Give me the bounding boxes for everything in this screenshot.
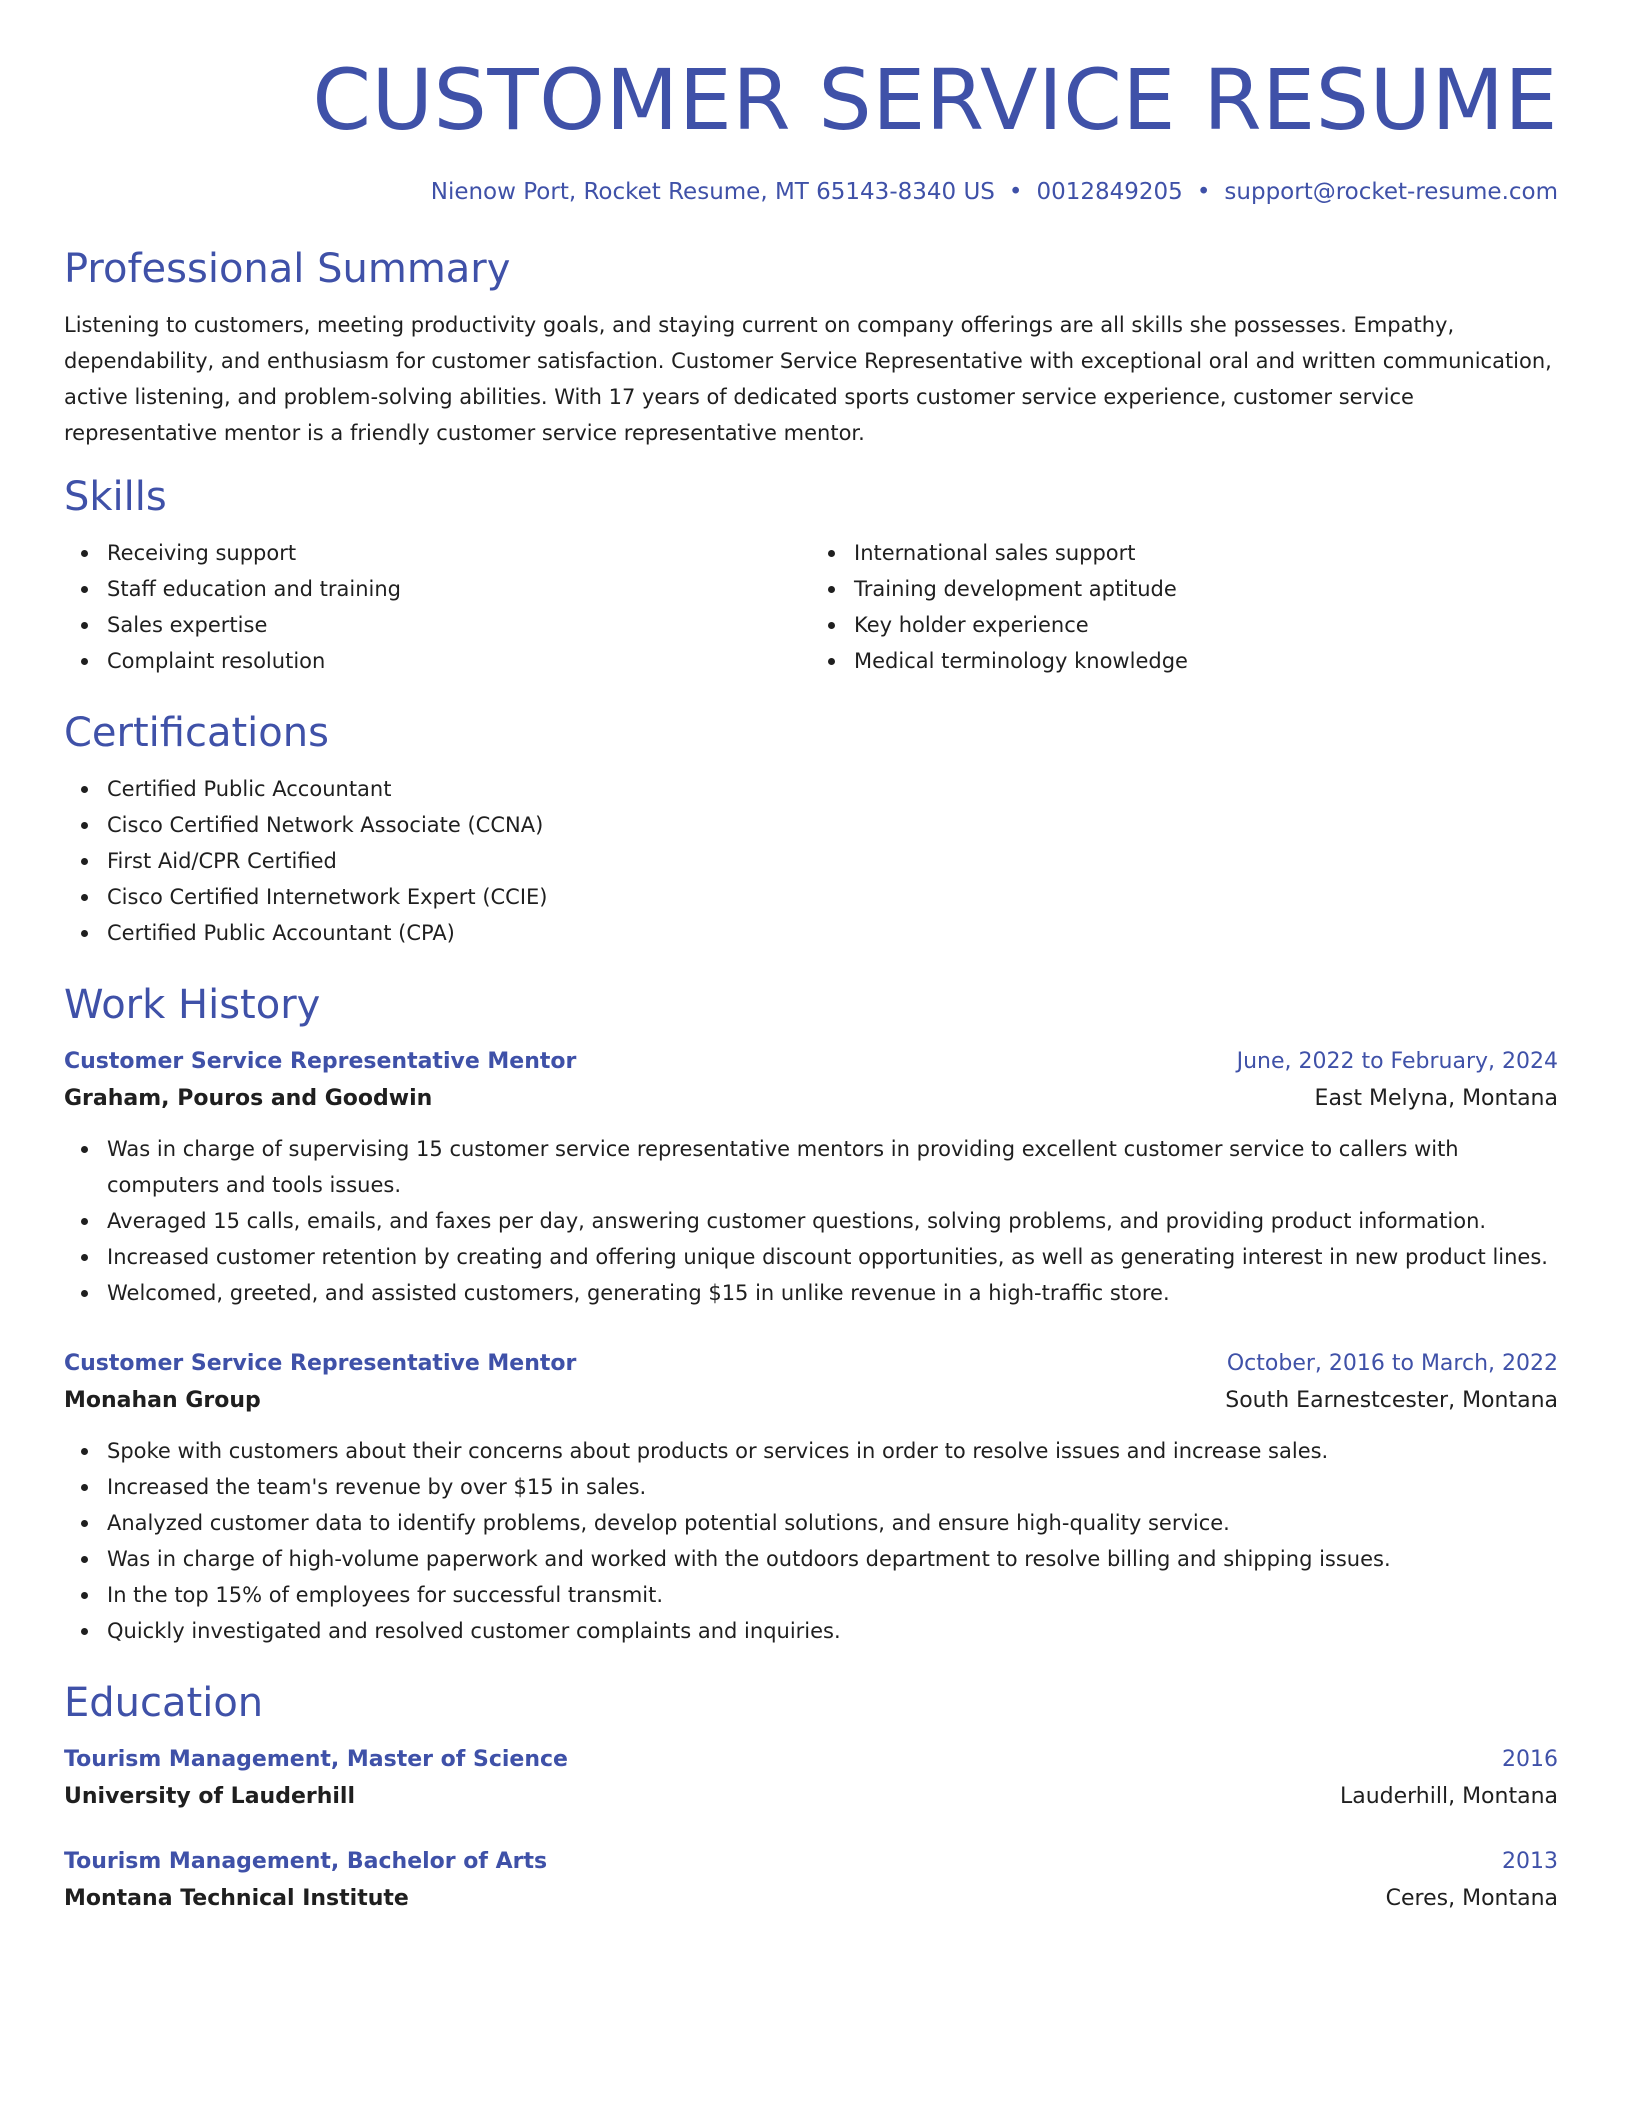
list-item: Increased customer retention by creating and offering unique discount opportunities, as well as generating interest in new product lines. — [107, 1239, 1558, 1275]
education-section — [64, 1679, 1558, 1919]
list-item: Complaint resolution — [107, 643, 811, 679]
education-school: University of Lauderhill — [64, 1783, 356, 1809]
job-location: South Earnestcester, Montana — [1225, 1387, 1558, 1413]
list-item: Certified Public Accountant (CPA) — [107, 915, 1558, 951]
list-item: Spoke with customers about their concerns about products or services in order to resolve issues and increase sales. — [107, 1433, 1558, 1469]
list-item: Cisco Certified Network Associate (CCNA) — [107, 807, 1558, 843]
education-entry — [64, 1845, 1558, 1919]
education-school-row — [64, 1777, 1558, 1817]
job-title: Customer Service Representative Mentor — [64, 1350, 577, 1376]
skills-list-right — [811, 535, 1558, 679]
education-location: Lauderhill, Montana — [1339, 1783, 1558, 1809]
certifications-list — [64, 771, 1558, 951]
list-item: Medical terminology knowledge — [854, 643, 1558, 679]
list-item: Averaged 15 calls, emails, and faxes per day, answering customer questions, solving problems, and providing product information. — [107, 1203, 1558, 1239]
education-year: 2013 — [1502, 1848, 1558, 1874]
section-heading-summary: Professional Summary — [64, 245, 511, 292]
list-item: Was in charge of high-volume paperwork and worked with the outdoors department to resolve billing and shipping issues. — [107, 1541, 1558, 1577]
job-title: Customer Service Representative Mentor — [64, 1048, 577, 1074]
list-item: Sales expertise — [107, 607, 811, 643]
education-entry — [64, 1743, 1558, 1817]
job-location: East Melyna, Montana — [1314, 1085, 1558, 1111]
professional-summary-section — [64, 245, 1558, 451]
education-year: 2016 — [1502, 1746, 1558, 1772]
list-item: Receiving support — [107, 535, 811, 571]
contact-separator: • — [1196, 178, 1211, 205]
education-degree: Tourism Management, Bachelor of Arts — [64, 1848, 548, 1874]
job-duties-list — [64, 1433, 1558, 1649]
list-item: Increased the team's revenue by over $15 in sales. — [107, 1469, 1558, 1505]
resume-page — [64, 0, 1558, 1919]
list-item: International sales support — [854, 535, 1558, 571]
contact-separator: • — [1008, 178, 1023, 205]
section-heading-certifications: Certifications — [64, 709, 329, 756]
section-heading-skills: Skills — [64, 473, 167, 520]
job-employer: Graham, Pouros and Goodwin — [64, 1085, 433, 1111]
job-duties-list — [64, 1131, 1558, 1311]
list-item: Cisco Certified Internetwork Expert (CCIE) — [107, 879, 1558, 915]
job-employer-row — [64, 1079, 1558, 1119]
education-school: Montana Technical Institute — [64, 1885, 409, 1911]
list-item: Staff education and training — [107, 571, 811, 607]
list-item: Quickly investigated and resolved customer complaints and inquiries. — [107, 1613, 1558, 1649]
contact-line — [64, 179, 1558, 205]
job-employer-row — [64, 1381, 1558, 1421]
list-item: First Aid/CPR Certified — [107, 843, 1558, 879]
education-location: Ceres, Montana — [1385, 1885, 1558, 1911]
education-header-row — [64, 1743, 1558, 1777]
list-item: Certified Public Accountant — [107, 771, 1558, 807]
list-item: Training development aptitude — [854, 571, 1558, 607]
job-entry — [64, 1347, 1558, 1649]
list-item: Key holder experience — [854, 607, 1558, 643]
job-dates: June, 2022 to February, 2024 — [1236, 1048, 1558, 1074]
job-dates: October, 2016 to March, 2022 — [1226, 1350, 1558, 1376]
list-item: Was in charge of supervising 15 customer service representative mentors in providing excellent customer service to callers with computers and tools issues. — [107, 1131, 1558, 1203]
section-heading-work: Work History — [64, 981, 321, 1028]
contact-email: support@rocket-resume.com — [1224, 178, 1558, 205]
certifications-section — [64, 709, 1558, 951]
list-item: In the top 15% of employees for successful transmit. — [107, 1577, 1558, 1613]
job-header-row — [64, 1045, 1558, 1079]
skills-list-left — [64, 535, 811, 679]
education-header-row — [64, 1845, 1558, 1879]
work-history-section — [64, 981, 1558, 1649]
education-degree: Tourism Management, Master of Science — [64, 1746, 568, 1772]
contact-address: Nienow Port, Rocket Resume, MT 65143-8340 US — [430, 178, 995, 205]
resume-title: CUSTOMER SERVICE RESUME — [312, 51, 1558, 149]
section-heading-education: Education — [64, 1679, 264, 1726]
summary-text: Listening to customers, meeting productivity goals, and staying current on company offerings are all skills she possesses. Empathy, dependability, and enthusiasm for customer satisfaction. Customer Service Representative with exceptional oral and written communication, active listening, and problem-solving abilities. With 17 years of dedicated sports customer service experience, customer service representative mentor is a friendly customer service representative mentor. — [64, 312, 1552, 445]
job-employer: Monahan Group — [64, 1387, 261, 1413]
list-item: Welcomed, greeted, and assisted customers, generating $15 in unlike revenue in a high-traffic store. — [107, 1275, 1558, 1311]
skills-section — [64, 473, 1558, 679]
skills-grid — [64, 535, 1558, 679]
education-school-row — [64, 1879, 1558, 1919]
list-item: Analyzed customer data to identify problems, develop potential solutions, and ensure high-quality service. — [107, 1505, 1558, 1541]
job-entry — [64, 1045, 1558, 1311]
contact-phone: 0012849205 — [1036, 178, 1183, 205]
job-header-row — [64, 1347, 1558, 1381]
